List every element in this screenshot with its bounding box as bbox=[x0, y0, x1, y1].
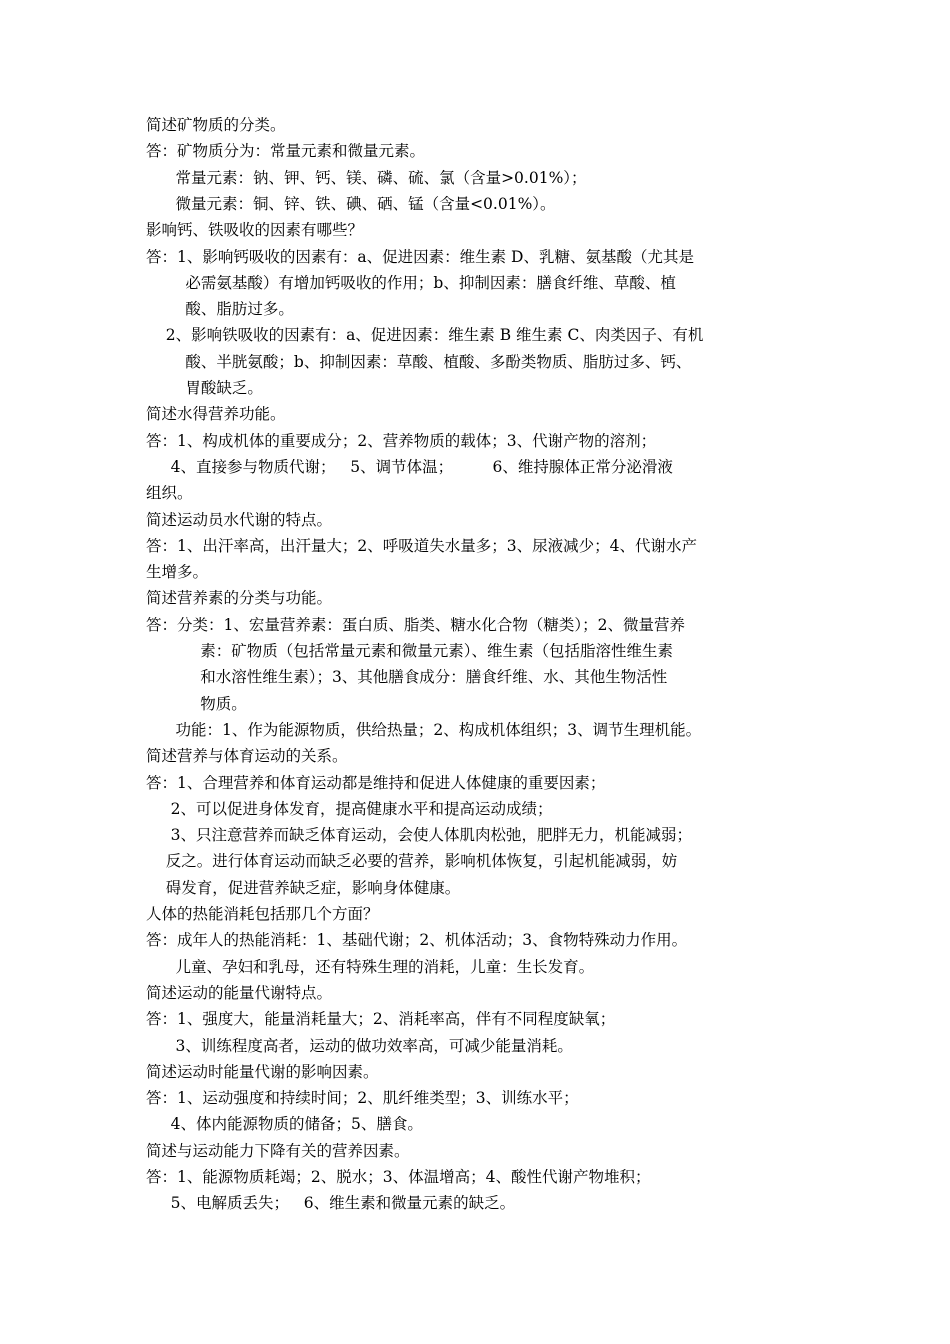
text-line: 答：分类：1、宏量营养素：蛋白质、脂类、糖水化合物（糖类）；2、微量营养 bbox=[146, 615, 685, 634]
text-line: 和水溶性维生素）；3、其他膳食成分：膳食纤维、水、其他生物活性 bbox=[146, 668, 668, 687]
text-line: 组织。 bbox=[146, 484, 193, 503]
text-line: 胃酸缺乏。 bbox=[146, 379, 263, 397]
text-line: 碍发育，促进营养缺乏症，影响身体健康。 bbox=[146, 878, 461, 897]
text-line: 5、电解质丢失； 6、维生素和微量元素的缺乏。 bbox=[146, 1194, 516, 1213]
text-line: 2、可以促进身体发育，提高健康水平和提高运动成绩； bbox=[146, 799, 553, 818]
text-line: 简述营养与体育运动的关系。 bbox=[146, 747, 348, 766]
text-line: 答：矿物质分为：常量元素和微量元素。 bbox=[146, 142, 426, 161]
text-line: 简述与运动能力下降有关的营养因素。 bbox=[146, 1141, 410, 1160]
text-line: 简述运动员水代谢的特点。 bbox=[146, 510, 333, 529]
text-line: 人体的热能消耗包括那几个方面？ bbox=[146, 905, 379, 923]
text-line: 3、训练程度高者，运动的做功效率高，可减少能量消耗。 bbox=[146, 1036, 573, 1055]
text-line: 反之。进行体育运动而缺乏必要的营养，影响机体恢复，引起机能减弱，妨 bbox=[146, 852, 678, 871]
text-line: 简述矿物质的分类。 bbox=[146, 116, 286, 134]
text-line: 答：1、出汗率高，出汗量大；2、呼吸道失水量多；3、尿液减少；4、代谢水产 bbox=[146, 536, 697, 555]
text-line: 4、体内能源物质的储备；5、膳食。 bbox=[146, 1115, 423, 1134]
text-line: 简述运动的能量代谢特点。 bbox=[146, 983, 333, 1002]
text-line: 儿童、孕妇和乳母，还有特殊生理的消耗，儿童：生长发育。 bbox=[146, 957, 595, 976]
text-line: 生增多。 bbox=[146, 563, 209, 582]
text-line: 答：1、能源物质耗竭；2、脱水；3、体温增高；4、酸性代谢产物堆积； bbox=[146, 1168, 651, 1186]
text-line: 素：矿物质（包括常量元素和微量元素）、维生素（包括脂溶性维生素 bbox=[146, 642, 673, 660]
text-line: 酸、脂肪过多。 bbox=[146, 300, 294, 319]
text-line: 4、直接参与物质代谢； 5、调节体温； 6、维持腺体正常分泌滑液 bbox=[146, 457, 673, 476]
text-line: 微量元素：铜、锌、铁、碘、硒、锰（含量<0.01%）。 bbox=[146, 194, 556, 213]
text-line: 物质。 bbox=[146, 694, 247, 713]
text-line: 影响钙、铁吸收的因素有哪些？ bbox=[146, 221, 364, 240]
text-line: 必需氨基酸）有增加钙吸收的作用；b、抑制因素：膳食纤维、草酸、植 bbox=[146, 273, 676, 292]
text-line: 答：1、强度大，能量消耗量大；2、消耗率高，伴有不同程度缺氧； bbox=[146, 1010, 616, 1029]
text-line: 常量元素：钠、钾、钙、镁、磷、硫、氯（含量>0.01%）； bbox=[146, 168, 587, 187]
text-line: 3、只注意营养而缺乏体育运动，会使人体肌肉松弛，肥胖无力，机能减弱； bbox=[146, 826, 692, 845]
text-line: 答：成年人的热能消耗：1、基础代谢；2、机体活动；3、食物特殊动力作用。 bbox=[146, 931, 688, 950]
text-line: 简述营养素的分类与功能。 bbox=[146, 589, 333, 608]
text-line: 酸、半胱氨酸；b、抑制因素：草酸、植酸、多酚类物质、脂肪过多、钙、 bbox=[146, 352, 692, 371]
text-line: 答：1、运动强度和持续时间；2、肌纤维类型；3、训练水平； bbox=[146, 1089, 579, 1108]
text-line: 答：1、影响钙吸收的因素有：a、促进因素：维生素 D、乳糖、氨基酸（尤其是 bbox=[146, 247, 694, 266]
text-line: 简述运动时能量代谢的影响因素。 bbox=[146, 1062, 379, 1081]
text-line: 答：1、合理营养和体育运动都是维持和促进人体健康的重要因素； bbox=[146, 773, 606, 792]
text-line: 2、影响铁吸收的因素有：a、促进因素：维生素 B 维生素 C、肉类因子、有机 bbox=[146, 326, 704, 345]
text-line: 答：1、构成机体的重要成分；2、营养物质的载体；3、代谢产物的溶剂； bbox=[146, 431, 657, 450]
text-line: 简述水得营养功能。 bbox=[146, 405, 286, 424]
text-line: 功能：1、作为能源物质，供给热量；2、构成机体组织；3、调节生理机能。 bbox=[146, 720, 702, 739]
